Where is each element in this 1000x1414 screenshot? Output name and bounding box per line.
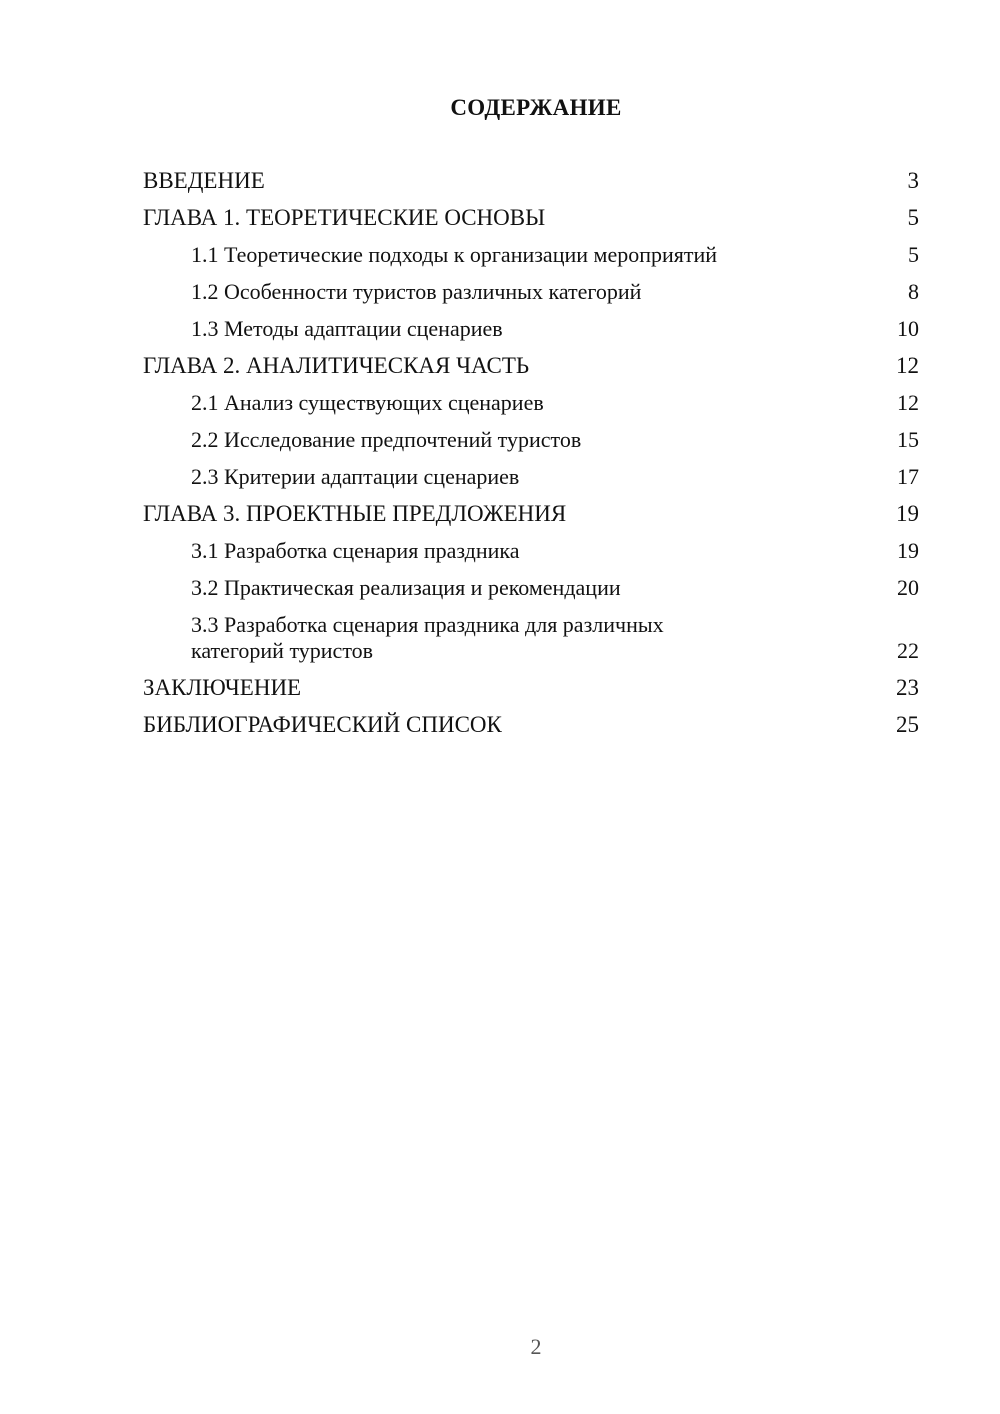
toc-entry-page: 12: [897, 390, 919, 415]
toc-entry-section-3-2[interactable]: [143, 575, 919, 601]
toc-entry-page: 5: [908, 242, 919, 267]
toc-entry-label: 2.1 Анализ существующих сценариев: [191, 390, 544, 415]
toc-entry-label: 3.3 Разработка сценария праздника для различных категорий туристов: [191, 612, 664, 663]
toc-entry-page: 5: [907, 205, 919, 230]
toc-entry-label: ГЛАВА 3. ПРОЕКТНЫЕ ПРЕДЛОЖЕНИЯ: [143, 501, 567, 526]
toc-entry-page: 17: [897, 464, 919, 489]
toc-entry-section-2-3[interactable]: [143, 464, 919, 490]
toc-entry-section-2-2[interactable]: [143, 427, 919, 453]
toc-entry-page: 23: [896, 675, 919, 700]
toc-entry-label: ЗАКЛЮЧЕНИЕ: [143, 675, 302, 700]
toc-entry-conclusion[interactable]: [143, 675, 919, 701]
toc-entry-page: 25: [896, 712, 919, 737]
toc-entry-section-1-3[interactable]: [143, 316, 919, 342]
toc-entry-page: 3: [907, 168, 919, 193]
toc-entry-label: 3.2 Практическая реализация и рекомендации: [191, 575, 621, 600]
toc-entry-label: 2.2 Исследование предпочтений туристов: [191, 427, 582, 452]
toc-entry-label: 3.1 Разработка сценария праздника: [191, 538, 520, 563]
toc-entry-label: ВВЕДЕНИЕ: [143, 168, 265, 193]
toc-entry-label: ГЛАВА 2. АНАЛИТИЧЕСКАЯ ЧАСТЬ: [143, 353, 530, 378]
toc-entry-chapter-1[interactable]: [143, 205, 919, 231]
toc-entry-page: 22: [897, 638, 919, 663]
toc-entry-chapter-2[interactable]: [143, 353, 919, 379]
toc-entry-section-1-1[interactable]: [143, 242, 919, 268]
toc-entry-section-1-2[interactable]: [143, 279, 919, 305]
toc-entry-chapter-3[interactable]: [143, 501, 919, 527]
toc-entry-page: 20: [897, 575, 919, 600]
toc-entry-label: 1.3 Методы адаптации сценариев: [191, 316, 503, 341]
toc-entry-page: 10: [897, 316, 919, 341]
toc-entry-label: 1.1 Теоретические подходы к организации мероприятий: [191, 242, 718, 267]
toc-entry-bibliography[interactable]: [143, 712, 919, 738]
toc-entry-label: БИБЛИОГРАФИЧЕСКИЙ СПИСОК: [143, 712, 502, 737]
toc-entry-section-3-1[interactable]: [143, 538, 919, 564]
toc-entry-introduction[interactable]: [143, 168, 919, 194]
toc-entry-label: 2.3 Критерии адаптации сценариев: [191, 464, 520, 489]
toc-entry-page: 12: [896, 353, 919, 378]
toc-entry-section-2-1[interactable]: [143, 390, 919, 416]
table-of-contents: [143, 168, 919, 749]
toc-entry-label: ГЛАВА 1. ТЕОРЕТИЧЕСКИЕ ОСНОВЫ: [143, 205, 546, 230]
toc-entry-label: 1.2 Особенности туристов различных категорий: [191, 279, 642, 304]
toc-entry-page: 15: [897, 427, 919, 452]
toc-entry-page: 8: [908, 279, 919, 304]
toc-entry-page: 19: [897, 538, 919, 563]
toc-entry-section-3-3[interactable]: [143, 612, 919, 664]
page-number: 2: [530, 1334, 542, 1359]
page-title: СОДЕРЖАНИЕ: [450, 95, 622, 120]
toc-entry-page: 19: [896, 501, 919, 526]
